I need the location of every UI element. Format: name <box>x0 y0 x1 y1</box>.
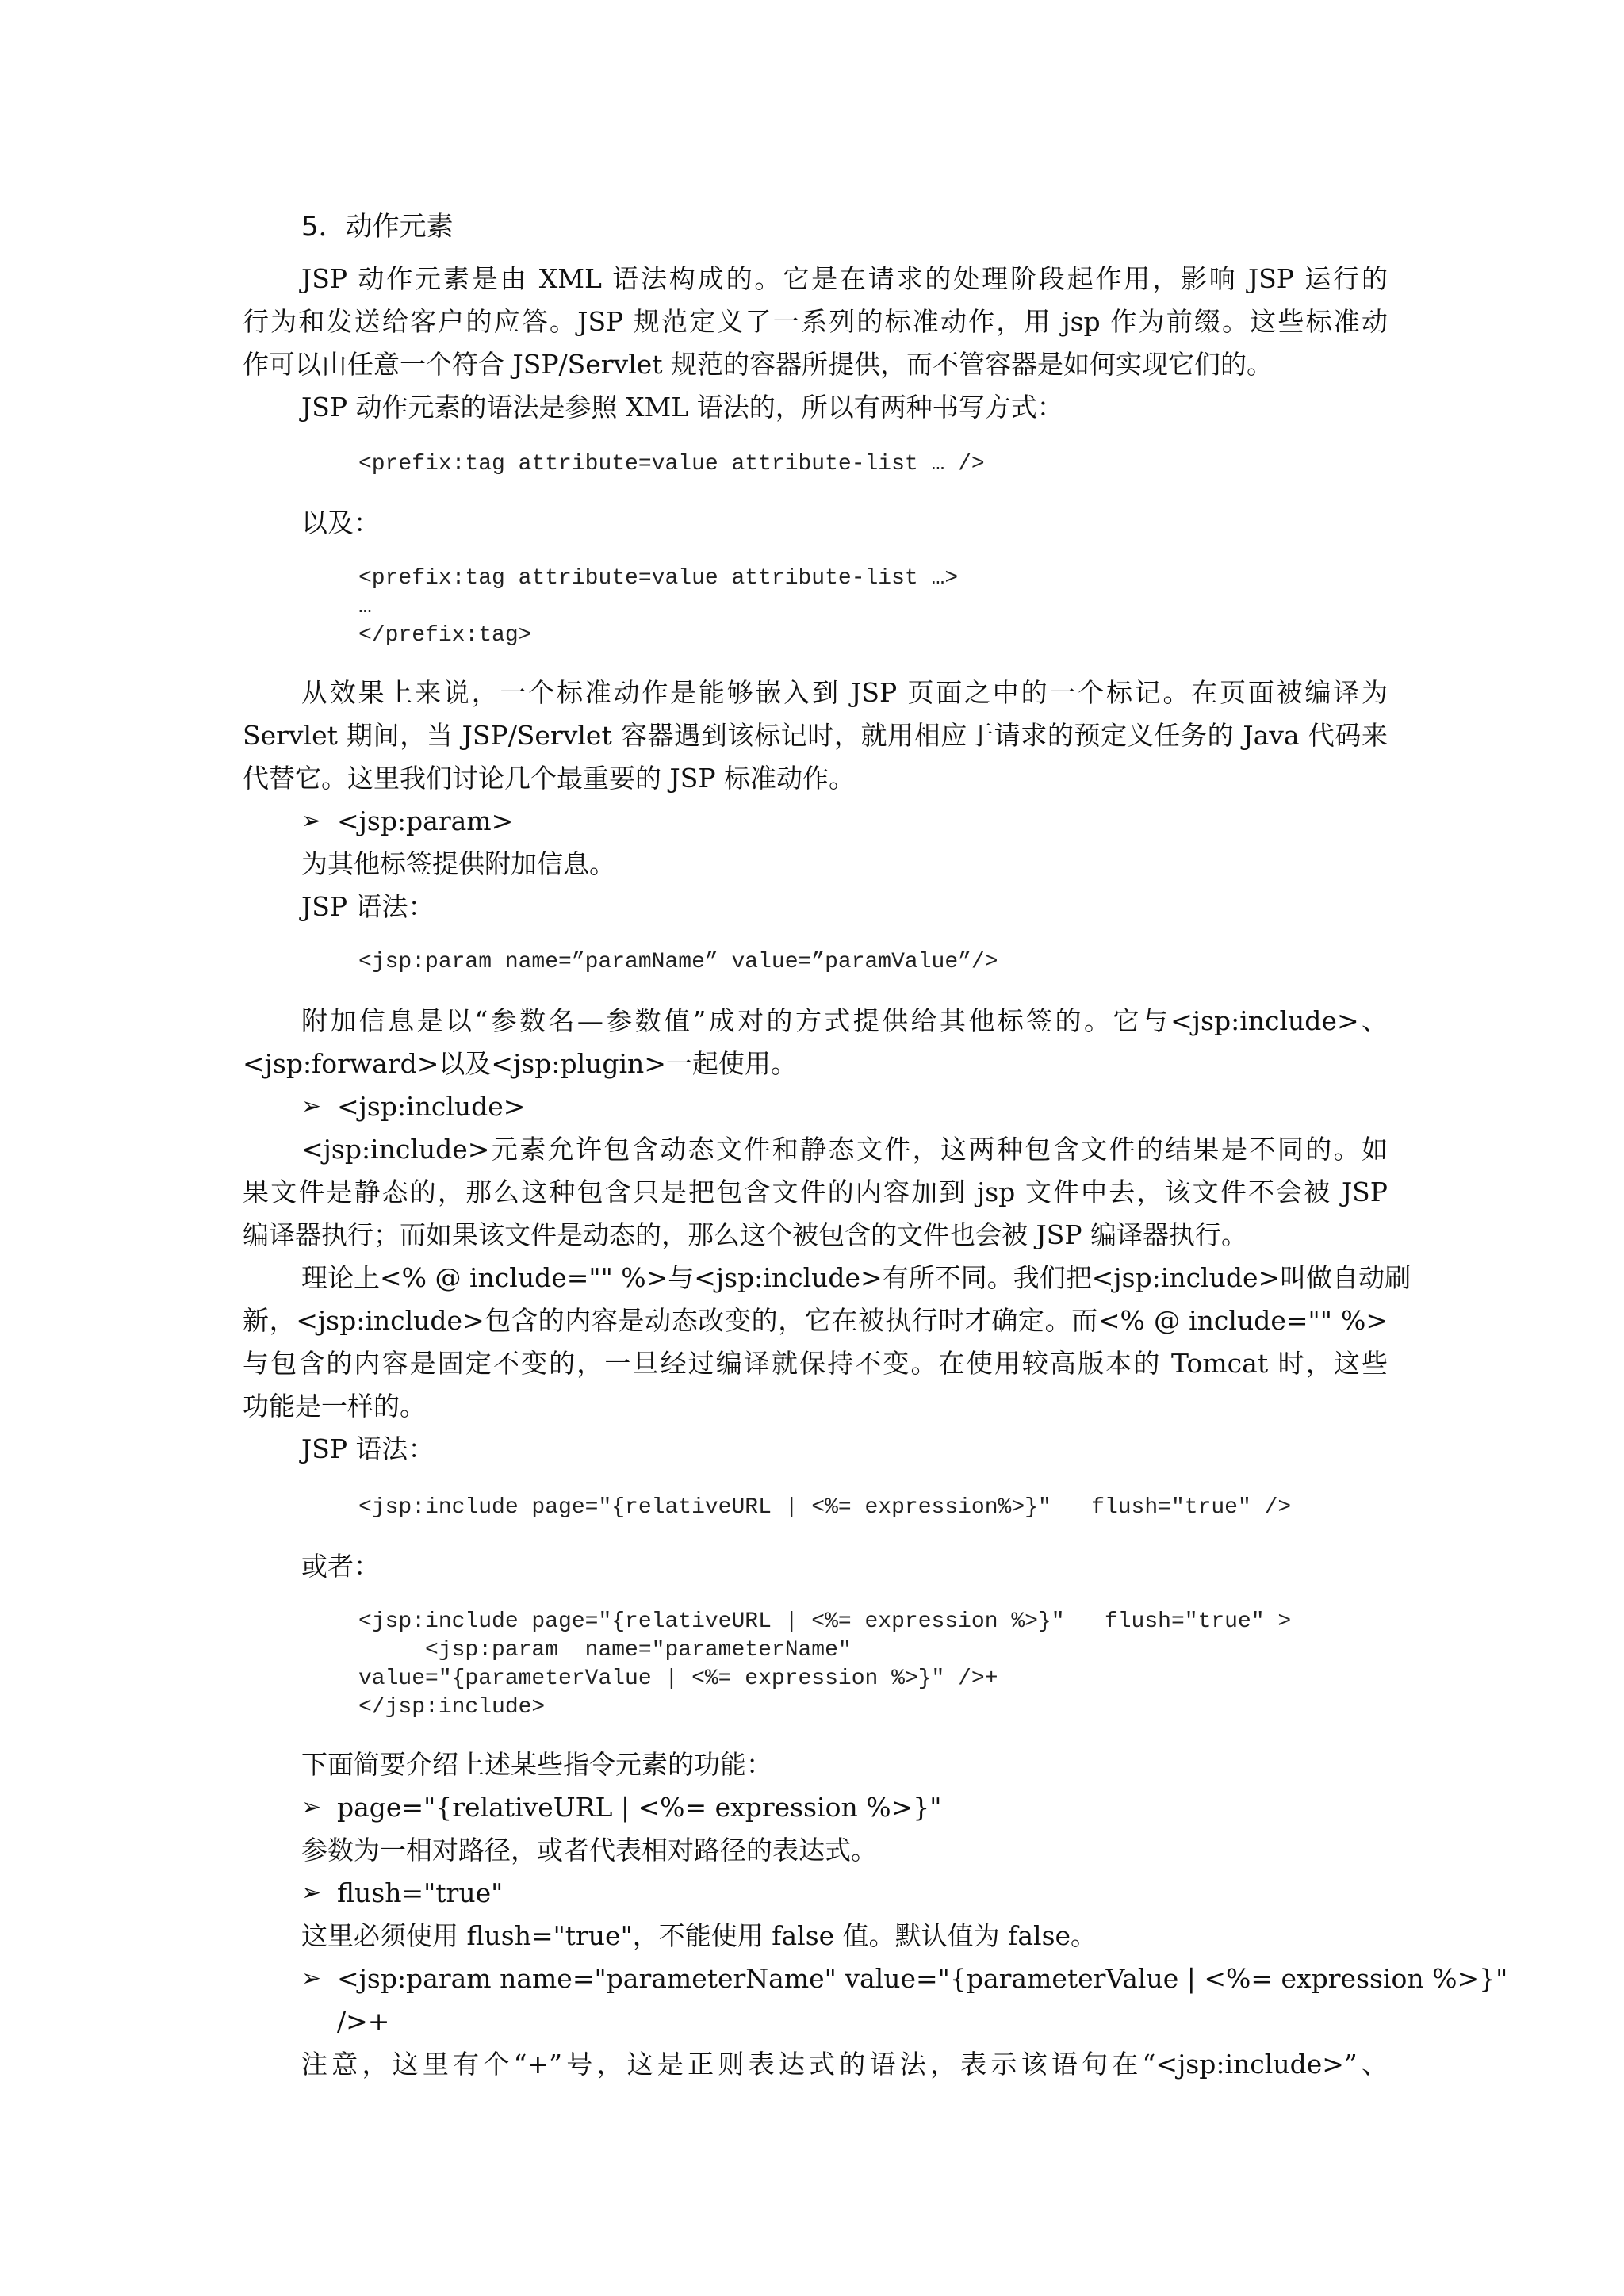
param-paragraph-line-2: <jsp:forward>以及<jsp:plugin>一起使用。 <box>243 1048 797 1079</box>
include-paragraph-2-line-2: 新，<jsp:include>包含的内容是动态改变的，它在被执行时才确定。而<% @ include="" %> <box>243 1305 1388 1336</box>
bullet-arrow-icon: ➢ <box>301 1879 322 1907</box>
code-jsp-include-line-2: <jsp:param name="parameterName" <box>358 1638 852 1663</box>
directive-intro: 下面简要介绍上述某些指令元素的功能： <box>301 1749 772 1780</box>
param-paragraph-line-1: 附加信息是以“参数名—参数值”成对的方式提供给其他标签的。它与<jsp:include>、 <box>301 1005 1388 1036</box>
intro-paragraph-2: JSP 动作元素的语法是参照 XML 语法的，所以有两种书写方式： <box>301 392 1063 423</box>
include-paragraph-1-line-1: <jsp:include>元素允许包含动态文件和静态文件，这两种包含文件的结果是不同的。如 <box>301 1134 1388 1165</box>
include-syntax-label: JSP 语法： <box>301 1433 435 1464</box>
code-jsp-include-simple: <jsp:include page="{relativeURL | <%= expression%>}" flush="true" /> <box>358 1495 1292 1520</box>
code-jsp-param: <jsp:param name=”paramName” value=”paramValue”/> <box>358 950 998 974</box>
include-paragraph-1-line-3: 编译器执行；而如果该文件是动态的，那么这个被包含的文件也会被 JSP 编译器执行。 <box>243 1219 1248 1250</box>
bullet-arrow-icon: ➢ <box>301 1793 322 1821</box>
param-attribute-title-line-1: <jsp:param name="parameterName" value="{parameterValue | <%= expression %>}" <box>337 1963 1508 1994</box>
code-close-tag: </prefix:tag> <box>358 623 532 648</box>
include-paragraph-2-line-1: 理论上<% @ include="" %>与<jsp:include>有所不同。我们把<jsp:include>叫做自动刷 <box>301 1262 1411 1293</box>
param-section-description: 为其他标签提供附加信息。 <box>301 848 615 879</box>
param-attribute-title-line-2: />+ <box>337 2006 390 2037</box>
intro-paragraph-3-line-3: 代替它。这里我们讨论几个最重要的 JSP 标准动作。 <box>243 763 856 794</box>
flush-attribute-title: flush="true" <box>337 1877 504 1908</box>
param-syntax-label: JSP 语法： <box>301 891 435 922</box>
bullet-arrow-icon: ➢ <box>301 1965 322 1992</box>
intro-paragraph-1-line-2: 行为和发送给客户的应答。JSP 规范定义了一系列的标准动作，用 jsp 作为前缀。这些标准动 <box>243 306 1388 337</box>
code-jsp-include-line-1: <jsp:include page="{relativeURL | <%= expression %>}" flush="true" > <box>358 1609 1292 1634</box>
param-attribute-note: 注意，这里有个“+”号，这是正则表达式的语法，表示该语句在“<jsp:include>”、 <box>301 2049 1388 2080</box>
intro-paragraph-3-line-2: Servlet 期间，当 JSP/Servlet 容器遇到该标记时，就用相应于请求的预定义任务的 Java 代码来 <box>243 720 1388 751</box>
intro-paragraph-1-line-3: 作可以由任意一个符合 JSP/Servlet 规范的容器所提供，而不管容器是如何实现它们的。 <box>243 349 1274 380</box>
page-attribute-description: 参数为一相对路径，或者代表相对路径的表达式。 <box>301 1835 877 1866</box>
bullet-arrow-icon: ➢ <box>301 1093 322 1120</box>
include-paragraph-2-line-3: 与包含的内容是固定不变的，一旦经过编译就保持不变。在使用较高版本的 Tomcat 时，这些 <box>243 1348 1388 1379</box>
or-label: 以及： <box>301 507 380 538</box>
include-paragraph-2-line-4: 功能是一样的。 <box>243 1391 426 1422</box>
include-paragraph-1-line-2: 果文件是静态的，那么这种包含只是把包含文件的内容加到 jsp 文件中去，该文件不会被 JSP <box>243 1177 1388 1207</box>
page-attribute-title: page="{relativeURL | <%= expression %>}" <box>337 1792 942 1823</box>
code-ellipsis: … <box>358 595 372 619</box>
code-jsp-include-line-3: value="{parameterValue | <%= expression %>}" />+ <box>358 1667 998 1691</box>
flush-attribute-description: 这里必须使用 flush="true"，不能使用 false 值。默认值为 false。 <box>301 1920 1097 1951</box>
code-self-closing-tag: <prefix:tag attribute=value attribute-list … /> <box>358 452 985 476</box>
section-heading: 5．动作元素 <box>301 211 454 243</box>
include-section-title: <jsp:include> <box>337 1091 526 1122</box>
bullet-arrow-icon: ➢ <box>301 807 322 835</box>
intro-paragraph-1-line-1: JSP 动作元素是由 XML 语法构成的。它是在请求的处理阶段起作用，影响 JSP 运行的 <box>301 263 1388 294</box>
code-jsp-include-line-4: </jsp:include> <box>358 1695 546 1720</box>
param-section-title: <jsp:param> <box>337 806 514 836</box>
intro-paragraph-3-line-1: 从效果上来说，一个标准动作是能够嵌入到 JSP 页面之中的一个标记。在页面被编译为 <box>301 677 1388 708</box>
code-open-tag: <prefix:tag attribute=value attribute-list …> <box>358 566 959 591</box>
include-or-label: 或者： <box>301 1551 380 1582</box>
